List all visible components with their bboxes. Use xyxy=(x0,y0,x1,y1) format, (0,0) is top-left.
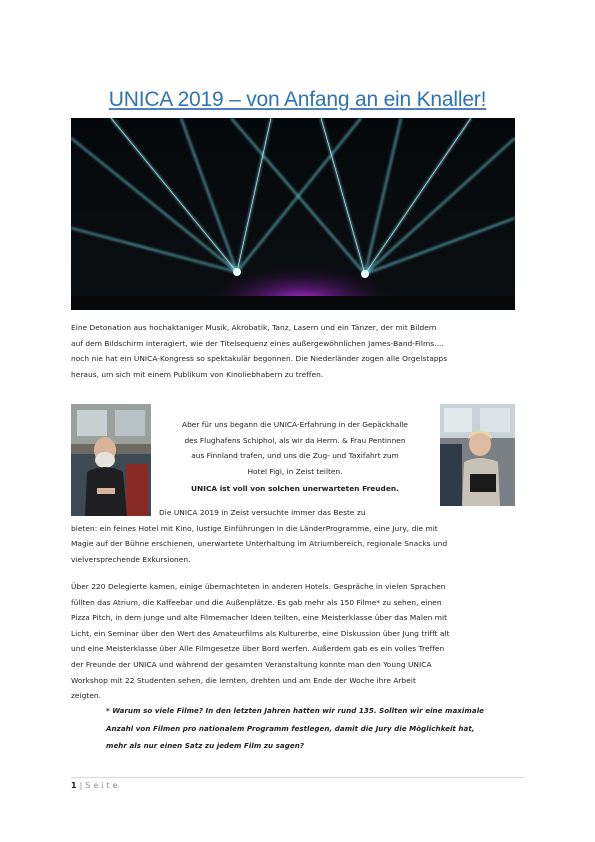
page-number: 1 xyxy=(71,781,77,790)
delegates-paragraph xyxy=(71,579,450,704)
text-line: auf dem Bildschirm interagiert, wie der Titelsequenz eines außergewöhnlichen James-Band-Films.… xyxy=(71,338,444,348)
text-line: noch nie hat ein UNICA-Kongress so spektakulär begonnen. Die Niederländer zogen alle Orgelstapps xyxy=(71,354,448,364)
footer-label: Seite xyxy=(85,781,121,790)
intro-paragraph xyxy=(71,320,447,382)
laser-show-photo xyxy=(71,118,515,310)
text-line: zeigten. xyxy=(71,691,102,701)
highlight-sentence: UNICA ist voll von solchen unerwarteten Freuden. xyxy=(191,484,399,494)
text-line: des Flughafens Schiphol, als wir da Herrn. & Frau Pentinnen xyxy=(184,435,406,445)
footer-divider xyxy=(71,777,524,778)
text-line: Über 220 Delegierte kamen, einige übernachteten in anderen Hotels. Gespräche in vielen Sprachen xyxy=(71,582,446,591)
text-line: füllten das Atrium, die Kaffeebar und die Außenplätze. Es gab mehr als 150 Filme* zu sehen, einen xyxy=(71,597,442,607)
text-line: mehr als nur einen Satz zu jedem Film zu sagen? xyxy=(106,741,304,750)
text-line: heraus, um sich mit einem Publikum von Kinoliebhabern zu treffen. xyxy=(71,369,324,379)
woman-on-train-photo xyxy=(440,404,515,506)
text-line: Magie auf der Bühne erschienen, unerwartete Unterhaltung im Atriumbereich, regionale Snacks und xyxy=(71,539,448,549)
text-line: aus Finnland trafen, und uns die Zug- und Taxifahrt zum xyxy=(191,451,399,461)
page-footer xyxy=(71,781,121,790)
footer-separator: | xyxy=(79,781,83,790)
text-line: * Warum so viele Filme? In den letzten Jahren hatten wir rund 135. Sollten wir eine maximale xyxy=(106,706,485,715)
text-line: Workshop mit 22 Studenten sehen, die lernten, drehten und am Ende der Woche ihre Arbeit xyxy=(71,675,416,685)
text-line: Pizza Pitch, in dem junge und alte Filmemacher Ideen teilten, eine Meisterklasse über das Malen mit xyxy=(71,613,448,623)
text-line: bieten: ein feines Hotel mit Kino, lustige Einführungen in die LänderProgramme, eine Jury, die mit xyxy=(71,523,438,533)
text-line: und eine Meisterklasse über Alle Filmgesetze über Bord werfen. Außerdem gab es ein volles Treffen xyxy=(71,644,445,654)
text-line: der Freunde der UNICA und während der gesamten Veranstaltung konnte man den Young UNICA xyxy=(71,659,432,669)
text-line: Die UNICA 2019 in Zeist versuchte immer das Beste zu xyxy=(159,508,366,517)
man-on-train-photo xyxy=(71,404,151,516)
text-line: Licht, ein Seminar über den Wert des Amateurfilms als Kulturerbe, eine Diskussion über Jung trifft alt xyxy=(71,628,450,638)
text-line: vielversprechende Exkursionen. xyxy=(71,554,191,564)
text-line: Eine Detonation aus hochaktaniger Musik, Akrobatik, Tanz, Lasern und ein Tänzer, der mit Bildern xyxy=(71,323,437,332)
center-text-block xyxy=(155,417,435,497)
text-line: Hotel Figi, in Zeist teilten. xyxy=(247,466,343,476)
program-paragraph xyxy=(71,505,447,567)
text-line: Anzahl von Filmen pro nationalem Programm festlegen, damit die Jury die Möglichkeit hat, xyxy=(106,723,475,733)
text-line: Aber für uns begann die UNICA-Erfahrung in der Gepäckhalle xyxy=(182,420,408,429)
page-title: UNICA 2019 – von Anfang an ein Knaller! xyxy=(108,88,487,111)
footnote xyxy=(106,702,484,755)
